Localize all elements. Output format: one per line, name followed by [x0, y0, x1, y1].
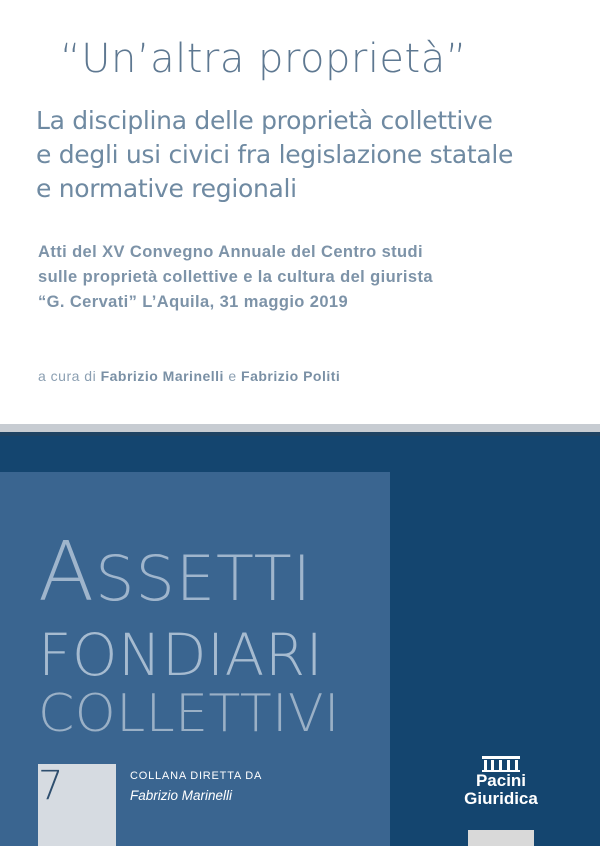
editor-name: Fabrizio Marinelli — [100, 368, 224, 384]
publisher-name-line2: Giuridica — [464, 789, 538, 808]
subtitle-line: e degli usi civici fra legislazione statale — [36, 140, 514, 169]
editors-line — [38, 368, 340, 384]
subtitle-line: e normative regionali — [36, 174, 297, 203]
series-name-line3: COLLETTIVI — [38, 684, 340, 744]
subtitle-line: La disciplina delle proprietà collettive — [36, 106, 493, 135]
proceedings-line: “G. Cervati” L’Aquila, 31 maggio 2019 — [38, 293, 349, 311]
series-name-line1 — [38, 525, 312, 620]
logo-base-block — [468, 830, 534, 846]
proceedings-line: Atti del XV Convegno Annuale del Centro studi — [38, 243, 423, 261]
editor-name: Fabrizio Politi — [241, 368, 341, 384]
proceedings-line: sulle proprietà collettive e la cultura del giurista — [38, 268, 433, 286]
separator-band — [0, 424, 600, 432]
publisher-logo — [458, 756, 544, 846]
editors-prefix: a cura di — [38, 368, 97, 384]
editors-conjunction: e — [228, 368, 237, 384]
series-name-rest: SSETTI — [95, 542, 312, 615]
book-subtitle — [36, 104, 596, 206]
columns-icon — [480, 756, 522, 772]
series-initial: A — [38, 525, 96, 620]
book-title: “Un’altra proprietà” — [60, 36, 467, 82]
series-director-name: Fabrizio Marinelli — [130, 788, 233, 803]
volume-number: 7 — [38, 763, 64, 809]
publisher-name-line1: Pacini — [475, 771, 527, 790]
proceedings-info — [38, 240, 598, 315]
series-name-line2: FONDIARI — [38, 621, 324, 689]
series-director-label: COLLANA DIRETTA DA — [130, 770, 263, 782]
